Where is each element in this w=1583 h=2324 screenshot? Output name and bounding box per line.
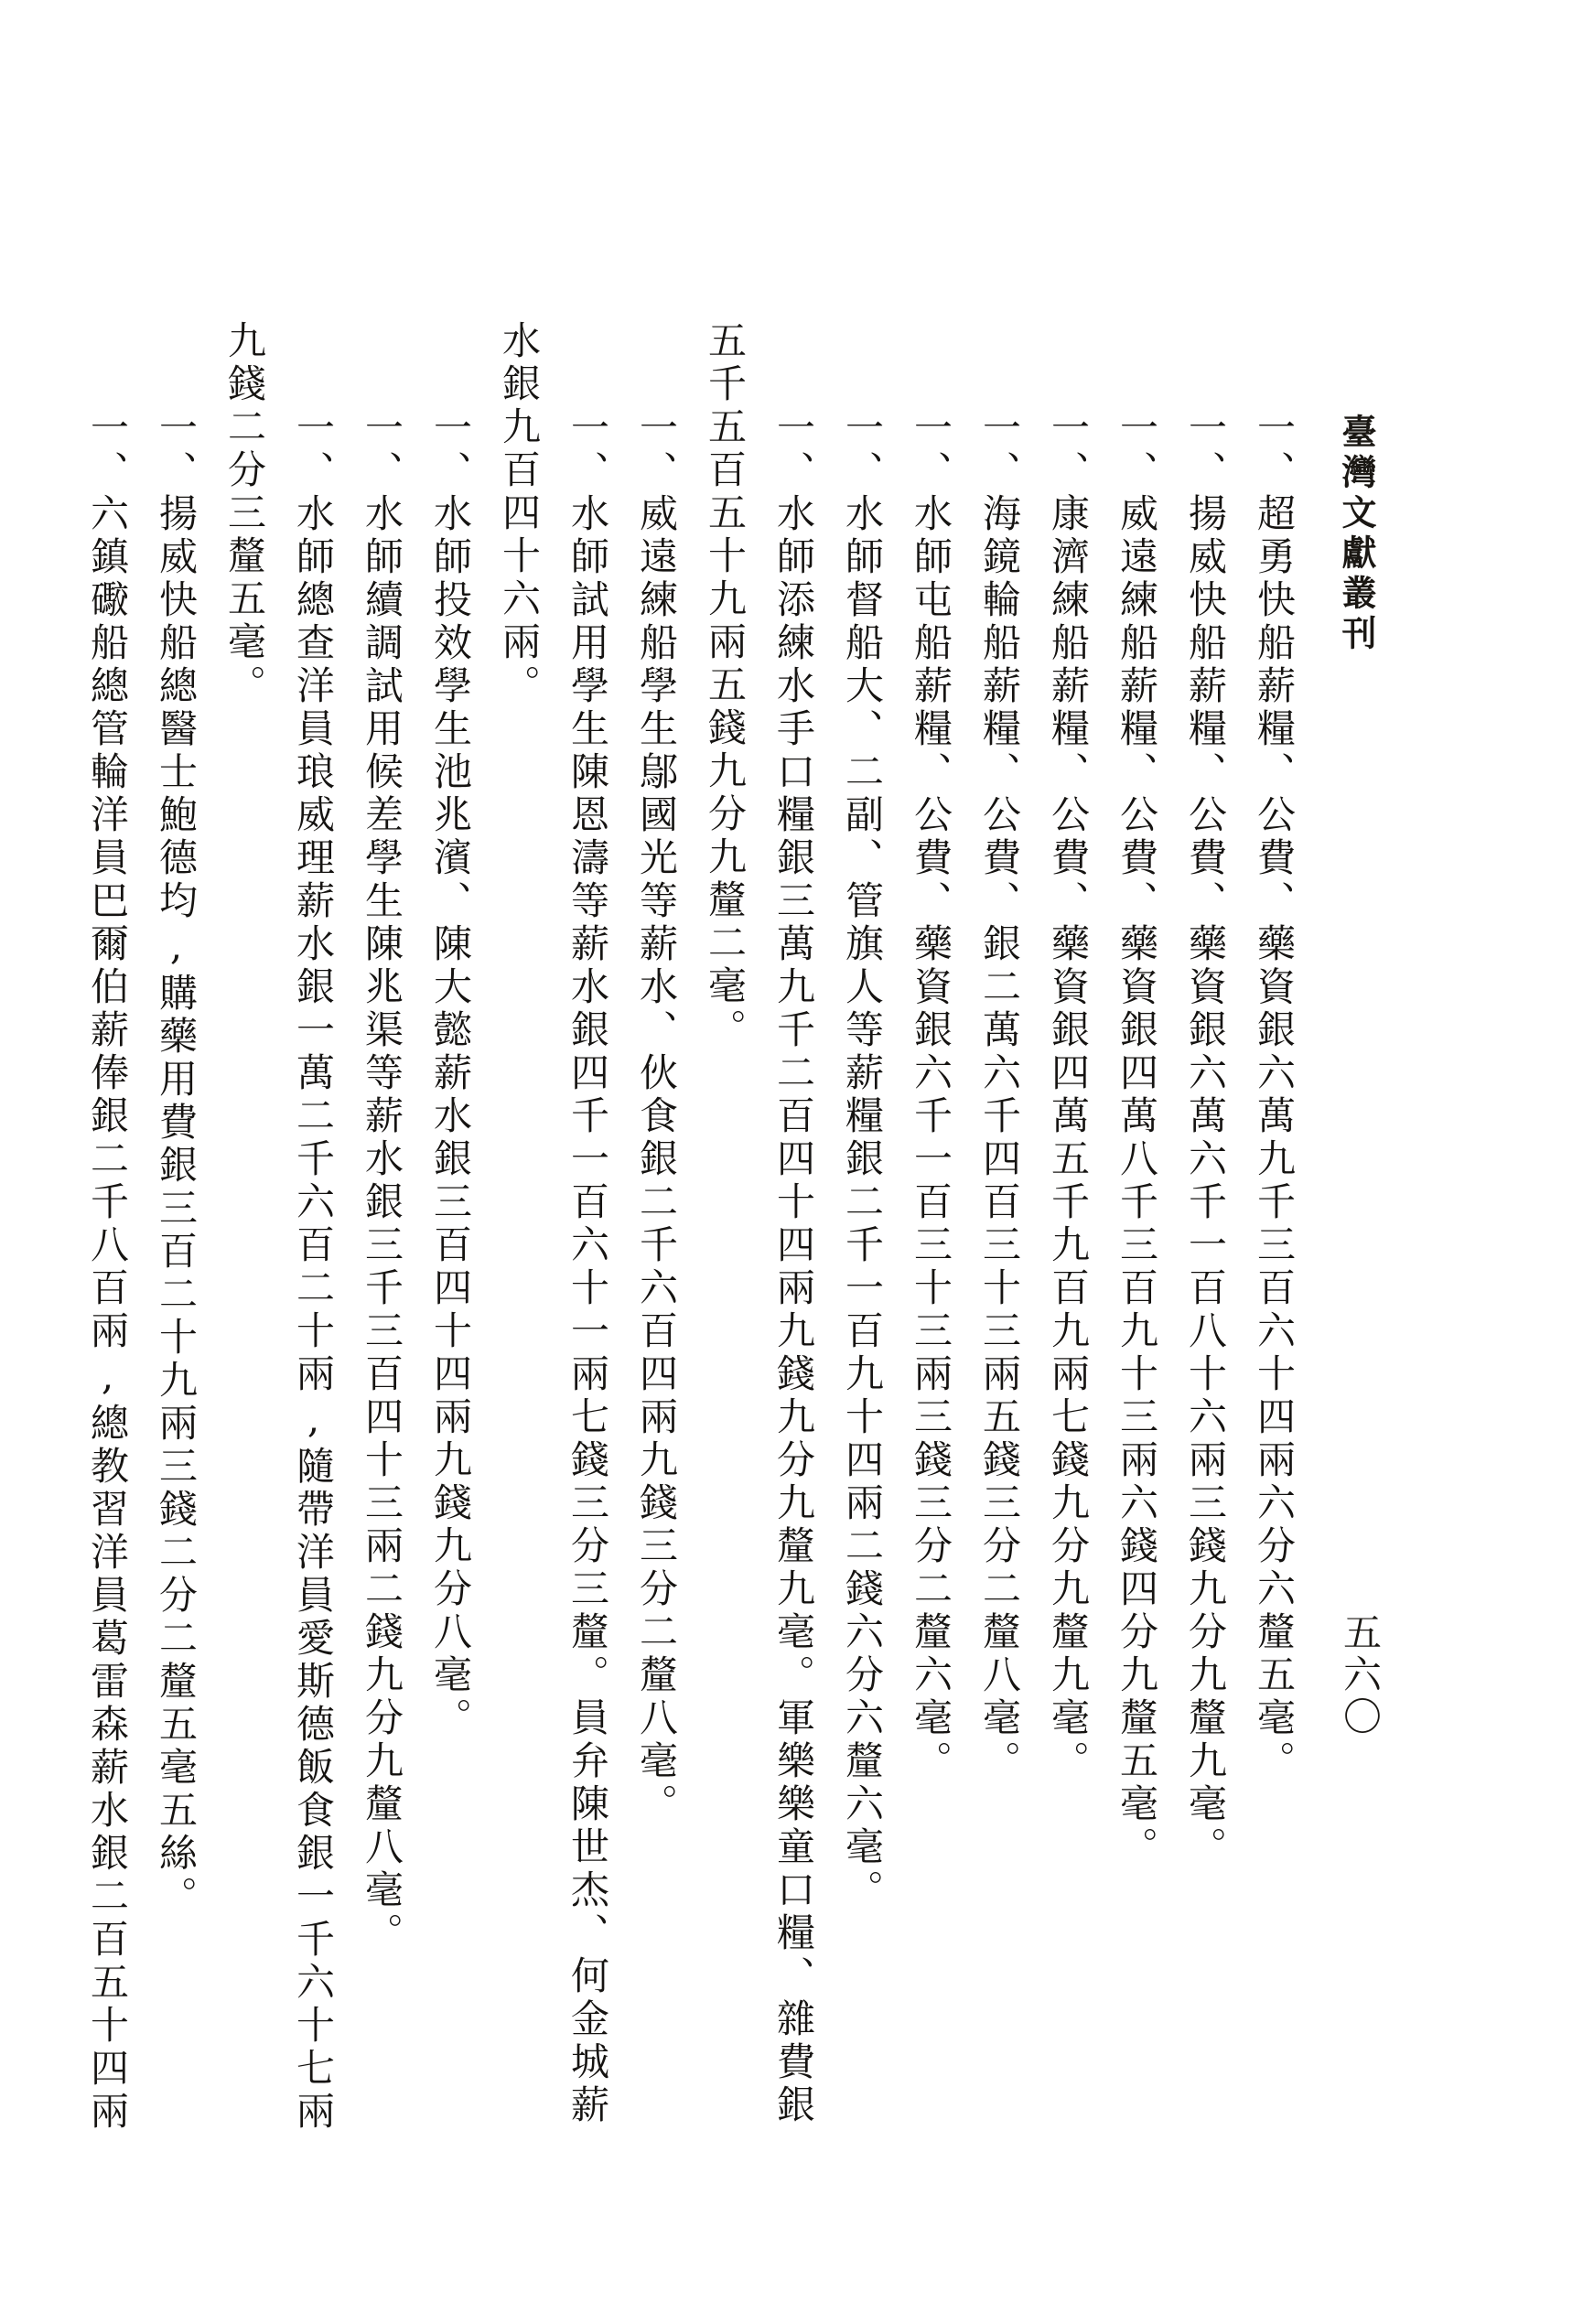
ledger-entry: 一、康濟練船薪糧、公費、藥資銀四萬五千九百九兩七錢九分九釐九毫。 bbox=[1046, 407, 1091, 1783]
ledger-entry: 一、海鏡輪船薪糧、公費、銀二萬六千四百三十三兩五錢三分二釐八毫。 bbox=[977, 407, 1022, 1783]
ledger-entry: 一、超勇快船薪糧、公費、藥資銀六萬九千三百六十四兩六分六釐五毫。 bbox=[1252, 407, 1297, 1783]
ledger-entry: 一、水師屯船薪糧、公費、藥資銀六千一百三十三兩三錢三分二釐六毫。 bbox=[909, 407, 953, 1783]
ledger-entry: 一、水師添練水手口糧銀三萬九千二百四十四兩九錢九分九釐九毫。軍樂樂童口糧、雜費銀五千五百五十九兩五錢九分九釐二毫。 bbox=[703, 320, 816, 2127]
ledger-entry: 一、揚威快船總醫士鮑德均,購藥用費銀三百二十九兩三錢二分二釐五毫五絲。 bbox=[154, 407, 199, 1919]
ledger-entry: 一、水師投效學生池兆濱、陳大懿薪水銀三百四十四兩九錢九分八毫。 bbox=[428, 407, 473, 1740]
text-block bbox=[73, 320, 1308, 2146]
running-header: 臺灣文獻叢刊 bbox=[1336, 414, 1377, 655]
ledger-entry: 一、水師督船大、二副、管旗人等薪糧銀二千一百九十四兩二錢六分六釐六毫。 bbox=[840, 407, 885, 1912]
ledger-entry: 一、水師試用學生陳恩濤等薪水銀四千一百六十一兩七錢三分三釐。員弁陳世杰、何金城薪水銀九百四十六兩。 bbox=[497, 320, 610, 2127]
ledger-entry: 一、水師總查洋員琅威理薪水銀一萬二千六百二十兩,隨帶洋員愛斯德飯食銀一千六十七兩九錢二分三釐五毫。 bbox=[222, 320, 336, 2134]
ledger-entry: 一、六鎮礮船總管輪洋員巴爾伯薪俸銀二千八百兩,總教習洋員葛雷森薪水銀二百五十四兩 bbox=[85, 407, 130, 2134]
ledger-entry: 一、揚威快船薪糧、公費、藥資銀六萬六千一百八十六兩三錢九分九釐九毫。 bbox=[1183, 407, 1228, 1869]
ledger-entry: 一、威遠練船學生鄔國光等薪水、伙食銀二千六百四兩九錢三分二釐八毫。 bbox=[634, 407, 679, 1826]
page-number: 五六〇 bbox=[1338, 1612, 1383, 1738]
ledger-entry: 一、威遠練船薪糧、公費、藥資銀四萬八千三百九十三兩六錢四分九釐五毫。 bbox=[1115, 407, 1159, 1869]
ledger-entry: 一、水師續調試用候差學生陳兆渠等薪水銀三千三百四十三兩二錢九分九釐八毫。 bbox=[360, 407, 404, 1955]
